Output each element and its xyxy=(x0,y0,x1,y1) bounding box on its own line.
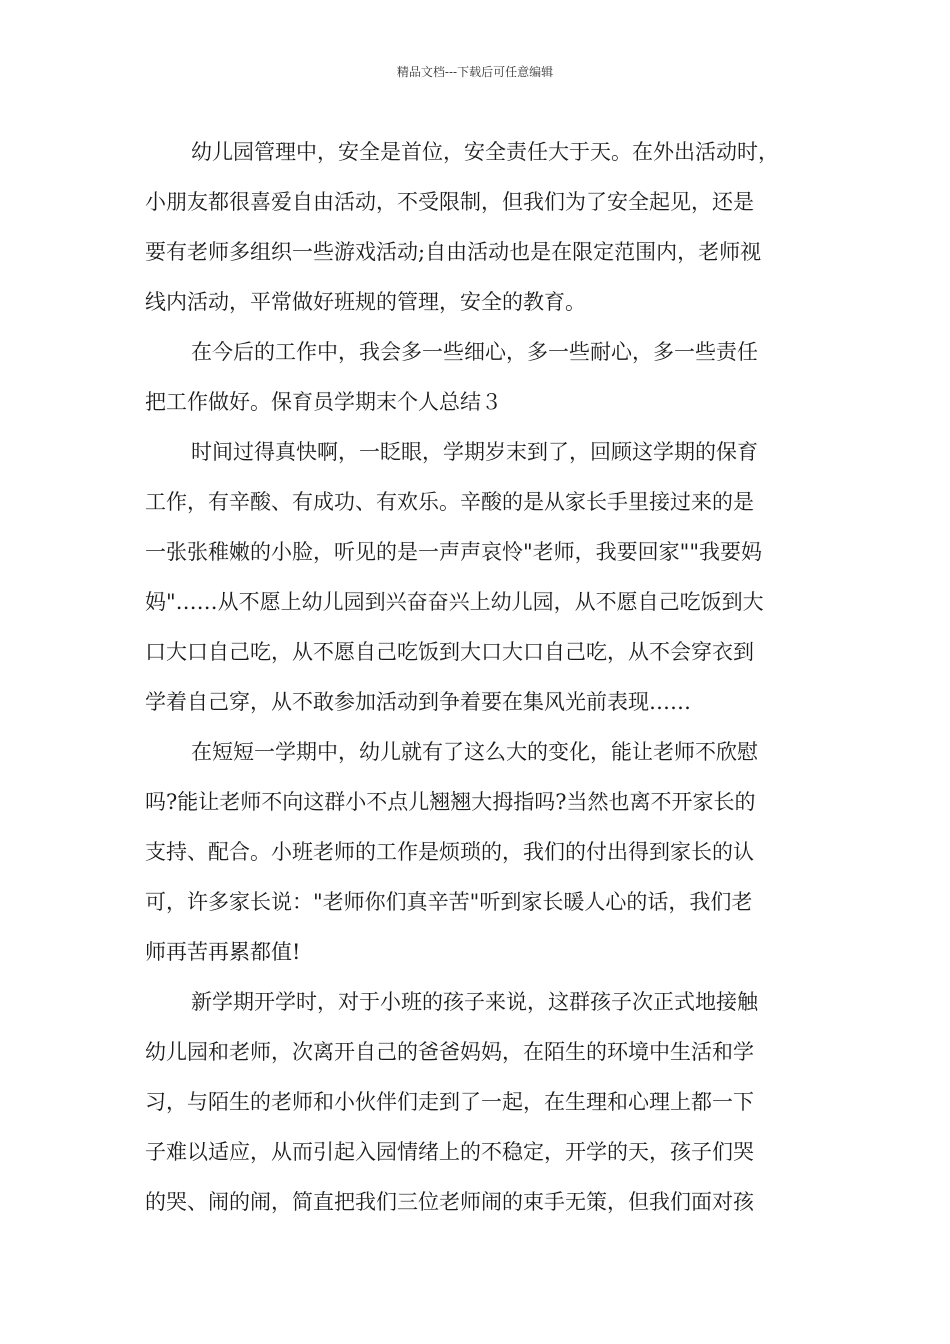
paragraph-line: 的哭、闹的闹，简直把我们三位老师闹的束手无策，但我们面对孩 xyxy=(145,1190,754,1214)
paragraph-line: 学着自己穿，从不敢参加活动到争着要在集风光前表现…… xyxy=(145,690,691,714)
document-body xyxy=(145,127,810,1227)
paragraph-line: 师再苦再累都值! xyxy=(145,940,301,964)
paragraph-line: 工作，有辛酸、有成功、有欢乐。辛酸的是从家长手里接过来的是 xyxy=(145,490,754,514)
paragraph-line: 支持、配合。小班老师的工作是烦琐的，我们的付出得到家长的认 xyxy=(145,840,754,864)
paragraph-line: 口大口自己吃，从不愿自己吃饭到大口大口自己吃，从不会穿衣到 xyxy=(145,640,754,664)
paragraph-line: 时间过得真快啊，一眨眼，学期岁末到了，回顾这学期的保育 xyxy=(191,440,758,464)
paragraph-line: 线内活动，平常做好班规的管理，安全的教育。 xyxy=(145,290,586,314)
paragraph-line: 可，许多家长说："老师你们真辛苦"听到家长暖人心的话，我们老 xyxy=(145,890,753,914)
paragraph-line: 在短短一学期中，幼儿就有了这么大的变化，能让老师不欣慰 xyxy=(191,740,758,764)
paragraph-line: 把工作做好。保育员学期末个人总结３ xyxy=(145,390,502,414)
paragraph-line: 在今后的工作中，我会多一些细心，多一些耐心，多一些责任 xyxy=(191,340,758,364)
page-header: 精品文档---下载后可任意编辑 xyxy=(396,65,554,79)
paragraph-line: 幼儿园和老师，次离开自己的爸爸妈妈，在陌生的环境中生活和学 xyxy=(145,1040,754,1064)
paragraph-line: 新学期开学时，对于小班的孩子来说，这群孩子次正式地接触 xyxy=(191,990,758,1014)
paragraph-line: 子难以适应，从而引起入园情绪上的不稳定，开学的天，孩子们哭 xyxy=(145,1140,754,1164)
paragraph-line: 幼儿园管理中，安全是首位，安全责任大于天。在外出活动时， xyxy=(191,140,779,164)
paragraph-line: 一张张稚嫩的小脸，听见的是一声声哀怜"老师，我要回家""我要妈 xyxy=(145,540,762,564)
paragraph-line: 小朋友都很喜爱自由活动，不受限制，但我们为了安全起见，还是 xyxy=(145,190,754,214)
paragraph-line: 妈"……从不愿上幼儿园到兴奋奋兴上幼儿园，从不愿自己吃饭到大 xyxy=(145,590,764,614)
paragraph-line: 要有老师多组织一些游戏活动;自由活动也是在限定范围内，老师视 xyxy=(145,240,762,264)
paragraph-line: 习，与陌生的老师和小伙伴们走到了一起，在生理和心理上都一下 xyxy=(145,1090,754,1114)
paragraph-line: 吗?能让老师不向这群小不点儿翘翘大拇指吗?当然也离不开家长的 xyxy=(145,790,756,814)
